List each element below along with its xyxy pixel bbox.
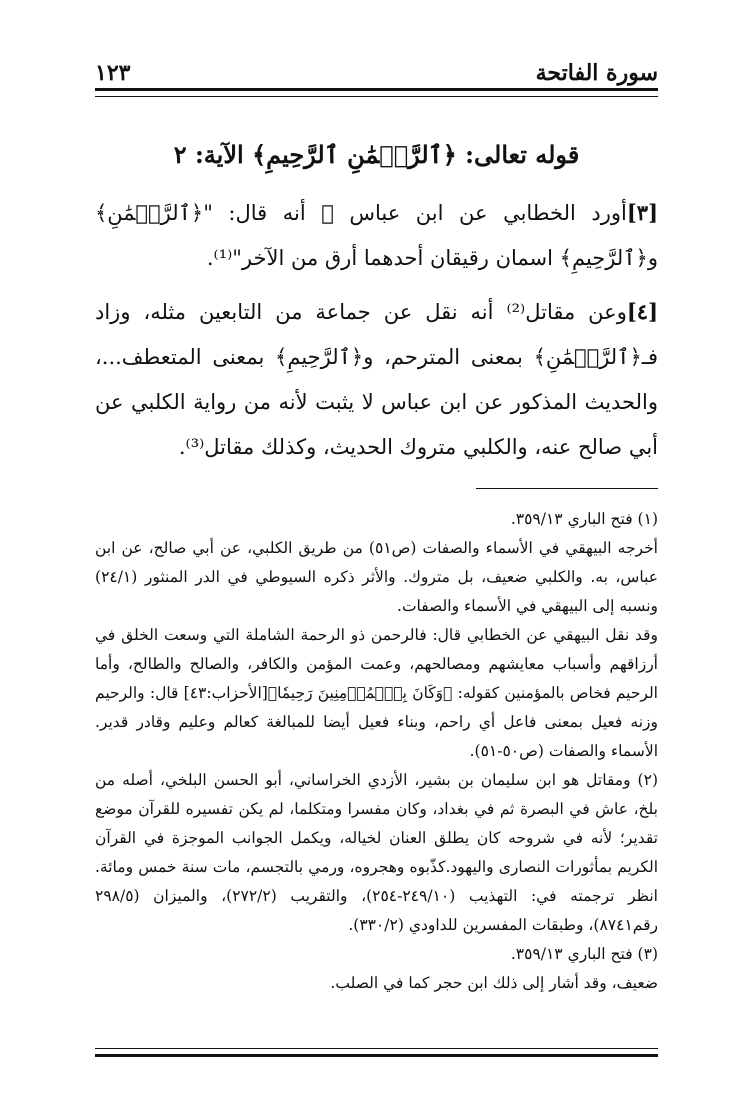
paragraph-text: أورد الخطابي عن ابن عباس ﷺ أنه قال: "﴿ٱلرَّحۡمَٰنِ﴾ و﴿ٱلرَّحِيمِ﴾ اسمان رقيقان أحدهما أرق من الآخر"⁽¹⁾. [95, 201, 658, 270]
footer-rule [95, 1048, 658, 1057]
footnotes [95, 505, 658, 998]
paragraph-text: وعن مقاتل⁽²⁾ أنه نقل عن جماعة من التابعين مثله، وزاد فـ﴿ٱلرَّحۡمَٰنِ﴾ بمعنى المترحم، و﴿ٱلرَّحِيمِ﴾ بمعنى المتعطف...، والحديث المذكور عن ابن عباس لا يثبت لأنه من رواية الكلبي عن أبي صالح عنه، والكلبي متروك الحديث، وكذلك مقاتل⁽³⁾. [95, 300, 658, 459]
section-heading: قوله تعالى: ﴿ٱلرَّحۡمَٰنِ ٱلرَّحِيمِ﴾ الآية: ٢ [173, 140, 580, 169]
paragraph-3 [95, 190, 658, 281]
footnote-1-quote: وقد نقل البيهقي عن الخطابي قال: فالرحمن ذو الرحمة الشاملة التي وسعت الخلق في أرزاقهم وأسباب معايشهم ومصالحهم، وعمت المؤمن والكافر، والصالح والطالح، وأما الرحيم فخاص بالمؤمنين كقوله: ﴿وَكَانَ بِٱلۡمُؤۡمِنِينَ رَحِيمٗا﴾[الأحزاب:٤٣] قال: والرحيم وزنه فعيل بمعنى فاعل أي راحم، وبناء فعيل أيضا للمبالغة كعالم وعليم وقادر قدير. الأسماء والصفات (ص٥٠-٥١). [95, 626, 658, 760]
footnote-3: (٣) فتح الباري ٣٥٩/١٣. [510, 945, 658, 963]
page-header [95, 52, 658, 86]
paragraph-number: [٤] [626, 299, 658, 324]
page-number: ١٢٣ [95, 60, 131, 86]
surah-title: سورة الفاتحة [535, 60, 658, 86]
footnote-1: (١) فتح الباري ٣٥٩/١٣. [510, 510, 658, 528]
header-rule [95, 88, 658, 97]
footnote-2: (٢) ومقاتل هو ابن سليمان بن بشير، الأزدي الخراساني، أبو الحسن البلخي، أصله من بلخ، عاش في البصرة ثم في بغداد، وكان مفسرا ومتكلما، لم يكن تفسيره للقرآن موضع تقدير؛ لأنه في شروحه كان يطلق العنان لخياله، ويكمل الجوانب الموجزة في القرآن الكريم بمأثورات النصارى واليهود.كذّبوه وهجروه، ورمي بالتجسم، مات سنة خمس ومائة. انظر ترجمته في: التهذيب (٢٤٩/١٠-٢٥٤)، والتقريب (٢٧٢/٢)، والميزان (٢٩٨/٥ رقم٨٧٤١)، وطبقات المفسرين للداودي (٣٣٠/٢). [95, 771, 658, 934]
main-text [95, 190, 658, 478]
paragraph-4 [95, 289, 658, 470]
footnote-1-detail: أخرجه البيهقي في الأسماء والصفات (ص٥١) من طريق الكلبي، عن أبي صالح، عن ابن عباس، به. والكلبي ضعيف، بل متروك. والأثر ذكره السيوطي في الدر المنثور (٢٤/١) ونسبه إلى البيهقي في الأسماء والصفات. [95, 539, 658, 615]
footnote-3-detail: ضعيف، وقد أشار إلى ذلك ابن حجر كما في الصلب. [330, 974, 658, 992]
paragraph-number: [٣] [626, 200, 658, 225]
footnote-separator [476, 488, 658, 489]
